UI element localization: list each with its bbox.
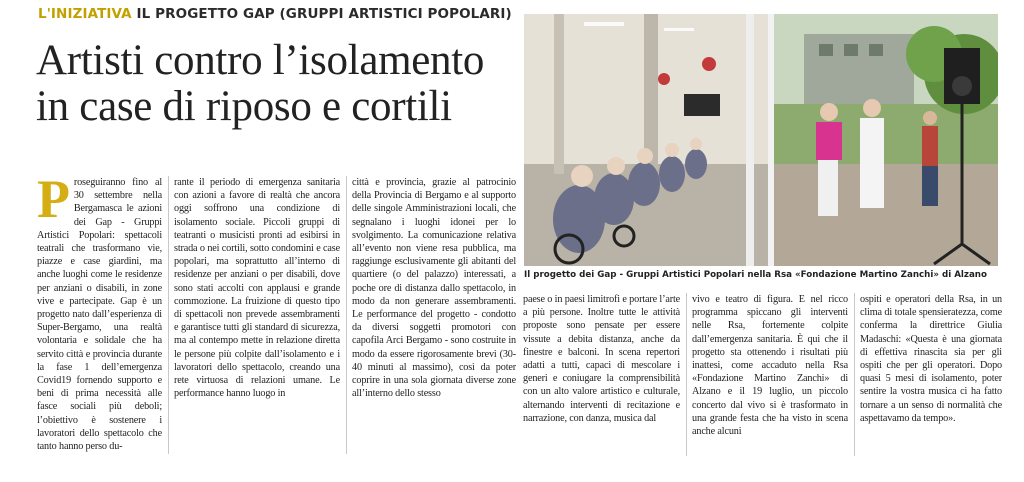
headline-line-1: Artisti contro l’isolamento [36,37,485,84]
column-divider [686,293,687,456]
article-text-1: roseguiranno fino al 30 settembre nella Bergamasca le azioni dei Gap - Gruppi Artistici Popolari: spettacoli teatrali che trasformano vie, piazze e case giardini, ma anche luoghi come le residenze per anziani o disabili, in zone vive e partecipate. Gap è un progetto nato dall’esperienza di Super-Bergamo, una realtà volontaria e solidale che ha servito città e provincia durante la fase 1 dell’emergenza Covid19 fornendo supporto e beni di prima necessità alle fasce sociali più deboli; l’obiettivo è sostenere i lavoratori dello spettacolo che tanto hanno perso du- [37,177,162,453]
article-text-5: vivo e teatro di figura. E nel ricco programma spiccano gli interventi nelle Rsa, fortemente colpite dall’emergenza sanitaria. È qui che il progetto sta ottenendo i risultati più inattesi, come accaduto nella Rsa «Fondazione Martino Zanchi» di Alzano e il 19 luglio, un piccolo concerto dal vivo si è trasformato in una grande festa che ha visto in scena anche alcuni [692,294,848,438]
article-column-2 [174,176,340,458]
kicker-topic: IL PROGETTO GAP (GRUPPI ARTISTICI POPOLARI) [136,6,512,22]
kicker [38,6,512,22]
article-text-4: paese o in paesi limitrofi e portare l’arte a più persone. Inoltre tutte le attività proposte sono pensate per essere vissute a debita distanza, anche da finestre e balconi. In scena repertori adatti a tutti, capaci di mescolare i generi e coniugare la comprensibilità con un alto valore artistico e culturale, alternando interventi di recitazione e narrazione, con danza, musica dal [523,294,680,424]
article-photo [524,14,998,266]
drop-cap: P [37,176,70,229]
article-column-5 [692,293,848,458]
column-divider [346,176,347,454]
article-text-6: ospiti e operatori della Rsa, in un clima di totale spensieratezza, come conferma la direttrice Giulia Madaschi: «Questa è una giornata di effettiva rinascita sia per gli ospiti che per gli operatori. Dopo quasi 5 mesi di isolamento, poter sentire la vostra musica ci ha fatto tornare a un senso di normalità che aspettavamo da tempo». [860,294,1002,424]
article-column-1 [37,176,162,458]
kicker-section: L'INIZIATIVA [38,6,132,22]
column-divider [854,293,855,456]
column-divider [168,176,169,454]
headline-line-2: in case di riposo e cortili [36,83,452,130]
article-column-6 [860,293,1002,458]
photo-caption: Il progetto dei Gap - Gruppi Artistici Popolari nella Rsa «Fondazione Martino Zanchi» di Alzano [524,270,987,280]
article-text-3: città e provincia, grazie al patrocinio della Provincia di Bergamo e al supporto delle singole Amministrazioni locali, che segnalano i luoghi idonei per lo svolgimento. La comunicazione relativa all’evento non viene resa pubblica, ma raggiunge esclusivamente gli abitanti del quartiere (o del palazzo) interessati, a poche ore di distanza dallo spettacolo, in modo da non generare assembramenti. Le performance del progetto - condotto da diversi soggetti promotori con capofila Arci Bergamo - sono costruite in modo da essere rigorosamente brevi (30-40 minuti al massimo), così da poter coprire in una sola giornata diverse zone all’interno dello stesso [352,177,516,400]
article-column-3 [352,176,516,458]
article-text-2: rante il periodo di emergenza sanitaria con azioni a favore di realtà che ancora oggi soffrono una condizione di isolamento sociale. Piccoli gruppi di teatranti o musicisti pronti ad esibirsi in strada o nei cortili, sotto condomini e case popolari, ma soprattutto all’interno di residenze per anziani o per disabili, dove sono stati accolti con applausi e grande commozione. La fruizione di questo tipo di spettacoli non prevede assembramenti e garantisce tutti gli standard di sicurezza, ma al contempo mette in relazione diretta le persone più colpite dall’isolamento e i lavoratori dello spettacolo, creando una rete virtuosa di relazioni umane. Le performance hanno luogo in [174,177,340,400]
headline [36,38,516,130]
article-column-4 [523,293,680,458]
